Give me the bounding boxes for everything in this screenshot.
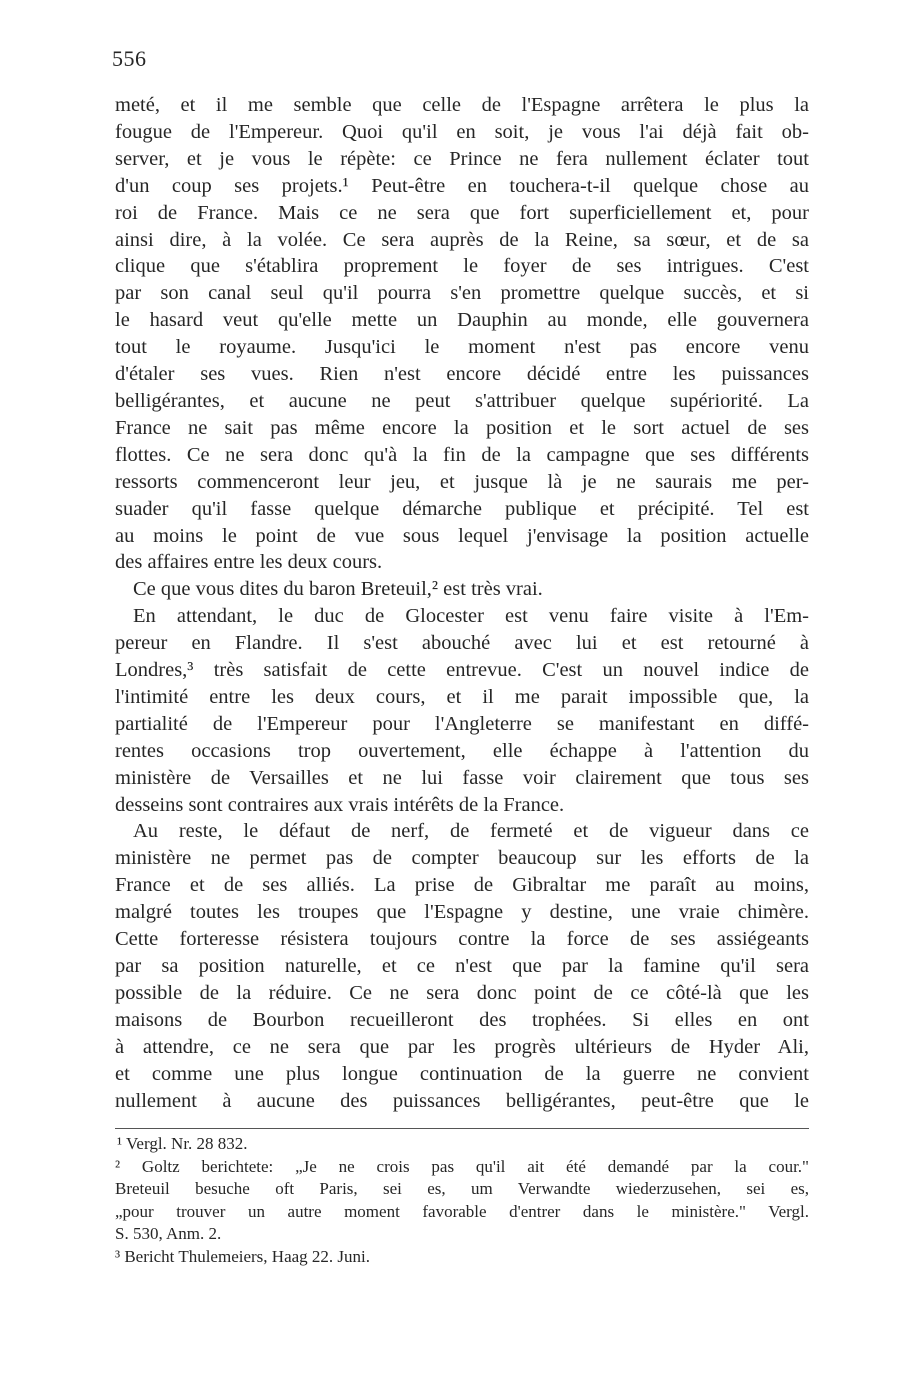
text-line: possible de la réduire. Ce ne sera donc point de ce côté-là que les [115, 981, 809, 1004]
footnote-line: Breteuil besuche oft Paris, sei es, um Verwandte wiederzusehen, sei es, [115, 1179, 809, 1199]
text-line: le hasard veut qu'elle mette un Dauphin au monde, elle gouvernera [115, 309, 809, 332]
text-line: France ne sait pas même encore la position et le sort actuel de ses [115, 416, 809, 439]
text-line: des affaires entre les deux cours. [115, 551, 383, 574]
text-line: ministère de Versailles et ne lui fasse voir clairement que tous ses [115, 766, 809, 789]
footnote-1 [115, 1133, 809, 1156]
footnote-line: ³ Bericht Thulemeiers, Haag 22. Juni. [115, 1246, 370, 1266]
paragraph-4 [115, 818, 809, 1114]
footnote-3 [115, 1246, 809, 1269]
text-line: d'un coup ses projets.¹ Peut-être en touchera-t-il quelque chose au [115, 174, 809, 197]
text-line: ministère ne permet pas de compter beaucoup sur les efforts de la [115, 847, 809, 870]
text-line: pereur en Flandre. Il s'est abouché avec lui et est retourné à [115, 632, 809, 655]
text-line: belligérantes, et aucune ne peut s'attribuer quelque supériorité. La [115, 389, 809, 412]
text-line: au moins le point de vue sous lequel j'envisage la position actuelle [115, 524, 809, 547]
text-line: par son canal seul qu'il pourra s'en promettre quelque succès, et si [115, 282, 809, 305]
footnotes [115, 1133, 809, 1269]
paragraph-3 [115, 603, 809, 818]
footnote-separator [115, 1128, 809, 1129]
body-text [115, 92, 809, 1114]
text-line: maisons de Bourbon recueilleront des trophées. Si elles en ont [115, 1008, 809, 1031]
text-line: nullement à aucune des puissances belligérantes, peut-être que le [115, 1089, 809, 1112]
footnote-2 [115, 1156, 809, 1246]
text-line: server, et je vous le répète: ce Prince ne fera nullement éclater tout [115, 147, 809, 170]
text-line: clique que s'établira proprement le foyer de ses intrigues. C'est [115, 255, 809, 278]
text-line: flottes. Ce ne sera donc qu'à la fin de la campagne que ses différents [115, 443, 809, 466]
text-line: Au reste, le défaut de nerf, de fermeté et de vigueur dans ce [133, 820, 809, 843]
text-line: à attendre, ce ne sera que par les progrès ultérieurs de Hyder Ali, [115, 1035, 809, 1058]
text-line: tout le royaume. Jusqu'ici le moment n'est pas encore venu [115, 336, 809, 359]
paragraph-1 [115, 92, 809, 576]
paragraph-2 [115, 576, 809, 603]
text-line: desseins sont contraires aux vrais intérêts de la France. [115, 793, 565, 816]
text-line: rentes occasions trop ouvertement, elle échappe à l'attention du [115, 739, 809, 762]
text-line: suader qu'il fasse quelque démarche publique et précipité. Tel est [115, 497, 809, 520]
text-line: ressorts commenceront leur jeu, et jusque là je ne saurais me per- [115, 470, 809, 493]
text-line: Ce que vous dites du baron Breteuil,² est très vrai. [133, 578, 543, 601]
text-line: En attendant, le duc de Glocester est venu faire visite à l'Em- [133, 605, 809, 628]
text-line: et comme une plus longue continuation de la guerre ne convient [115, 1062, 809, 1085]
text-line: Cette forteresse résistera toujours contre la force de ses assiégeants [115, 928, 809, 951]
text-line: partialité de l'Empereur pour l'Angleterre se manifestant en diffé- [115, 712, 809, 735]
text-line: Londres,³ très satisfait de cette entrevue. C'est un nouvel indice de [115, 659, 809, 682]
page-number: 556 [112, 46, 147, 71]
footnote-line: ² Goltz berichtete: „Je ne crois pas qu'il ait été demandé par la cour." [115, 1156, 809, 1176]
text-line: fougue de l'Empereur. Quoi qu'il en soit, je vous l'ai déjà fait ob- [115, 120, 809, 143]
text-line: par sa position naturelle, et ce n'est que par la famine qu'il sera [115, 955, 809, 977]
footnote-line: S. 530, Anm. 2. [115, 1224, 222, 1244]
text-line: France et de ses alliés. La prise de Gibraltar me paraît au moins, [115, 874, 809, 897]
text-line: d'étaler ses vues. Rien n'est encore décidé entre les puissances [115, 363, 809, 386]
footnote-line: ¹ Vergl. Nr. 28 832. [117, 1134, 248, 1153]
text-line: ainsi dire, à la volée. Ce sera auprès de la Reine, sa sœur, et de sa [115, 228, 809, 251]
text-line: roi de France. Mais ce ne sera que fort superficiellement et, pour [115, 201, 809, 224]
text-line: l'intimité entre les deux cours, et il me parait impossible que, la [115, 685, 809, 708]
text-line: malgré toutes les troupes que l'Espagne y destine, une vraie chimère. [115, 901, 809, 924]
footnote-line: „pour trouver un autre moment favorable d'entrer dans le ministère." Vergl. [115, 1201, 809, 1221]
text-line: meté, et il me semble que celle de l'Espagne arrêtera le plus la [115, 94, 809, 116]
